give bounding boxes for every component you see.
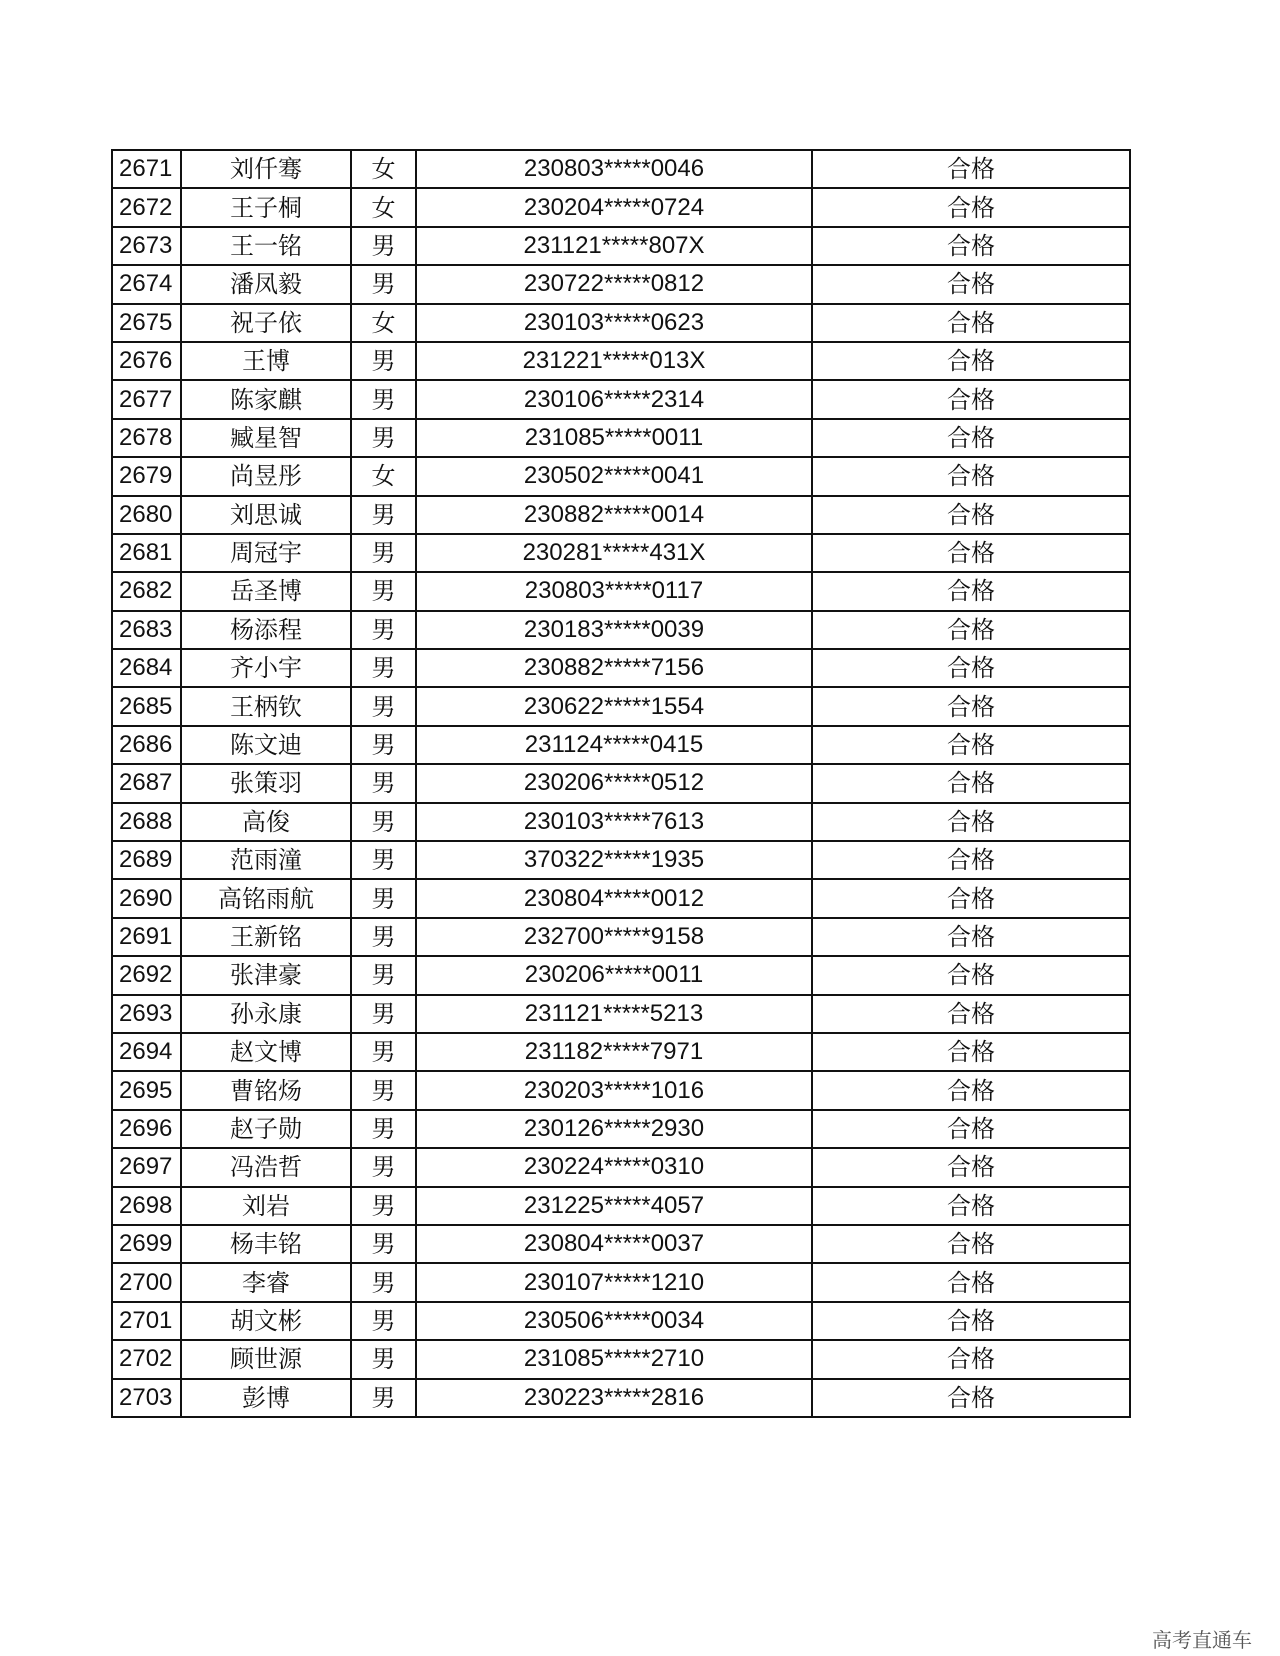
seq-cell: 2689 — [112, 841, 181, 879]
result-cell: 合格 — [812, 956, 1130, 994]
gender-cell: 男 — [351, 1071, 416, 1109]
name-cell: 周冠宇 — [181, 534, 351, 572]
name-cell: 齐小宇 — [181, 649, 351, 687]
gender-cell: 男 — [351, 1379, 416, 1417]
id-number-cell: 230206*****0512 — [416, 764, 812, 802]
id-number-cell: 230502*****0041 — [416, 457, 812, 495]
seq-cell: 2697 — [112, 1148, 181, 1186]
name-cell: 祝子依 — [181, 304, 351, 342]
name-cell: 刘岩 — [181, 1187, 351, 1225]
id-number-cell: 230804*****0012 — [416, 879, 812, 917]
name-cell: 张策羽 — [181, 764, 351, 802]
seq-cell: 2698 — [112, 1187, 181, 1225]
result-cell: 合格 — [812, 1379, 1130, 1417]
result-cell: 合格 — [812, 265, 1130, 303]
table-row — [112, 956, 1130, 994]
name-cell: 高俊 — [181, 803, 351, 841]
gender-cell: 男 — [351, 534, 416, 572]
table-row — [112, 726, 1130, 764]
gender-cell: 女 — [351, 150, 416, 188]
result-cell: 合格 — [812, 1302, 1130, 1340]
gender-cell: 男 — [351, 342, 416, 380]
seq-cell: 2672 — [112, 188, 181, 226]
result-cell: 合格 — [812, 1263, 1130, 1301]
gender-cell: 男 — [351, 879, 416, 917]
table-row — [112, 918, 1130, 956]
result-cell: 合格 — [812, 1033, 1130, 1071]
table-row — [112, 1225, 1130, 1263]
seq-cell: 2677 — [112, 380, 181, 418]
id-number-cell: 231085*****0011 — [416, 419, 812, 457]
id-number-cell: 230281*****431X — [416, 534, 812, 572]
name-cell: 李睿 — [181, 1263, 351, 1301]
table-row — [112, 687, 1130, 725]
results-table-body — [112, 150, 1130, 1417]
result-cell: 合格 — [812, 1340, 1130, 1378]
table-row — [112, 1110, 1130, 1148]
result-cell: 合格 — [812, 726, 1130, 764]
name-cell: 尚昱彤 — [181, 457, 351, 495]
id-number-cell: 230803*****0046 — [416, 150, 812, 188]
gender-cell: 男 — [351, 726, 416, 764]
table-row — [112, 1379, 1130, 1417]
id-number-cell: 230203*****1016 — [416, 1071, 812, 1109]
name-cell: 赵文博 — [181, 1033, 351, 1071]
name-cell: 高铭雨航 — [181, 879, 351, 917]
gender-cell: 男 — [351, 649, 416, 687]
id-number-cell: 230126*****2930 — [416, 1110, 812, 1148]
id-number-cell: 230224*****0310 — [416, 1148, 812, 1186]
id-number-cell: 230107*****1210 — [416, 1263, 812, 1301]
seq-cell: 2700 — [112, 1263, 181, 1301]
id-number-cell: 231182*****7971 — [416, 1033, 812, 1071]
table-row — [112, 841, 1130, 879]
seq-cell: 2684 — [112, 649, 181, 687]
name-cell: 王一铭 — [181, 227, 351, 265]
name-cell: 王柄钦 — [181, 687, 351, 725]
seq-cell: 2675 — [112, 304, 181, 342]
table-row — [112, 380, 1130, 418]
result-cell: 合格 — [812, 419, 1130, 457]
seq-cell: 2691 — [112, 918, 181, 956]
result-cell: 合格 — [812, 918, 1130, 956]
id-number-cell: 230103*****0623 — [416, 304, 812, 342]
id-number-cell: 370322*****1935 — [416, 841, 812, 879]
id-number-cell: 231085*****2710 — [416, 1340, 812, 1378]
result-cell: 合格 — [812, 227, 1130, 265]
seq-cell: 2692 — [112, 956, 181, 994]
result-cell: 合格 — [812, 803, 1130, 841]
gender-cell: 男 — [351, 803, 416, 841]
gender-cell: 男 — [351, 1148, 416, 1186]
gender-cell: 男 — [351, 572, 416, 610]
gender-cell: 男 — [351, 265, 416, 303]
table-row — [112, 188, 1130, 226]
table-row — [112, 1302, 1130, 1340]
table-row — [112, 803, 1130, 841]
result-cell: 合格 — [812, 1110, 1130, 1148]
table-row — [112, 227, 1130, 265]
result-cell: 合格 — [812, 342, 1130, 380]
name-cell: 刘仟骞 — [181, 150, 351, 188]
name-cell: 刘思诚 — [181, 496, 351, 534]
name-cell: 曹铭炀 — [181, 1071, 351, 1109]
gender-cell: 男 — [351, 687, 416, 725]
gender-cell: 男 — [351, 1033, 416, 1071]
gender-cell: 男 — [351, 380, 416, 418]
gender-cell: 男 — [351, 764, 416, 802]
name-cell: 杨丰铭 — [181, 1225, 351, 1263]
id-number-cell: 231221*****013X — [416, 342, 812, 380]
name-cell: 臧星智 — [181, 419, 351, 457]
result-cell: 合格 — [812, 1148, 1130, 1186]
seq-cell: 2680 — [112, 496, 181, 534]
id-number-cell: 231121*****807X — [416, 227, 812, 265]
result-cell: 合格 — [812, 649, 1130, 687]
gender-cell: 男 — [351, 1187, 416, 1225]
gender-cell: 男 — [351, 1302, 416, 1340]
seq-cell: 2687 — [112, 764, 181, 802]
seq-cell: 2679 — [112, 457, 181, 495]
gender-cell: 男 — [351, 918, 416, 956]
seq-cell: 2673 — [112, 227, 181, 265]
table-row — [112, 1148, 1130, 1186]
result-cell: 合格 — [812, 188, 1130, 226]
seq-cell: 2678 — [112, 419, 181, 457]
seq-cell: 2683 — [112, 611, 181, 649]
seq-cell: 2703 — [112, 1379, 181, 1417]
seq-cell: 2696 — [112, 1110, 181, 1148]
result-cell: 合格 — [812, 496, 1130, 534]
id-number-cell: 230722*****0812 — [416, 265, 812, 303]
table-row — [112, 265, 1130, 303]
table-row — [112, 1263, 1130, 1301]
id-number-cell: 230882*****7156 — [416, 649, 812, 687]
table-row — [112, 572, 1130, 610]
seq-cell: 2695 — [112, 1071, 181, 1109]
id-number-cell: 230106*****2314 — [416, 380, 812, 418]
gender-cell: 男 — [351, 1110, 416, 1148]
table-row — [112, 995, 1130, 1033]
gender-cell: 男 — [351, 496, 416, 534]
result-cell: 合格 — [812, 1187, 1130, 1225]
table-row — [112, 1187, 1130, 1225]
table-row — [112, 419, 1130, 457]
table-row — [112, 611, 1130, 649]
table-row — [112, 150, 1130, 188]
gender-cell: 男 — [351, 227, 416, 265]
result-cell: 合格 — [812, 1071, 1130, 1109]
result-cell: 合格 — [812, 572, 1130, 610]
name-cell: 潘凤毅 — [181, 265, 351, 303]
table-row — [112, 342, 1130, 380]
id-number-cell: 230206*****0011 — [416, 956, 812, 994]
result-cell: 合格 — [812, 534, 1130, 572]
gender-cell: 女 — [351, 457, 416, 495]
seq-cell: 2681 — [112, 534, 181, 572]
result-cell: 合格 — [812, 687, 1130, 725]
result-cell: 合格 — [812, 879, 1130, 917]
result-cell: 合格 — [812, 611, 1130, 649]
name-cell: 张津豪 — [181, 956, 351, 994]
seq-cell: 2702 — [112, 1340, 181, 1378]
result-cell: 合格 — [812, 1225, 1130, 1263]
table-row — [112, 764, 1130, 802]
result-cell: 合格 — [812, 995, 1130, 1033]
seq-cell: 2676 — [112, 342, 181, 380]
gender-cell: 男 — [351, 956, 416, 994]
result-cell: 合格 — [812, 764, 1130, 802]
result-cell: 合格 — [812, 457, 1130, 495]
name-cell: 陈文迪 — [181, 726, 351, 764]
id-number-cell: 230506*****0034 — [416, 1302, 812, 1340]
id-number-cell: 230803*****0117 — [416, 572, 812, 610]
gender-cell: 男 — [351, 841, 416, 879]
table-row — [112, 649, 1130, 687]
table-row — [112, 1033, 1130, 1071]
name-cell: 杨添程 — [181, 611, 351, 649]
table-row — [112, 1071, 1130, 1109]
id-number-cell: 230183*****0039 — [416, 611, 812, 649]
gender-cell: 男 — [351, 1225, 416, 1263]
table-row — [112, 304, 1130, 342]
result-cell: 合格 — [812, 304, 1130, 342]
id-number-cell: 230223*****2816 — [416, 1379, 812, 1417]
name-cell: 孙永康 — [181, 995, 351, 1033]
seq-cell: 2671 — [112, 150, 181, 188]
id-number-cell: 230103*****7613 — [416, 803, 812, 841]
seq-cell: 2682 — [112, 572, 181, 610]
name-cell: 范雨潼 — [181, 841, 351, 879]
result-cell: 合格 — [812, 380, 1130, 418]
name-cell: 赵子勋 — [181, 1110, 351, 1148]
table-row — [112, 534, 1130, 572]
results-table — [111, 149, 1131, 1418]
gender-cell: 女 — [351, 188, 416, 226]
seq-cell: 2699 — [112, 1225, 181, 1263]
name-cell: 陈家麒 — [181, 380, 351, 418]
seq-cell: 2701 — [112, 1302, 181, 1340]
id-number-cell: 230804*****0037 — [416, 1225, 812, 1263]
id-number-cell: 231225*****4057 — [416, 1187, 812, 1225]
name-cell: 王博 — [181, 342, 351, 380]
name-cell: 彭博 — [181, 1379, 351, 1417]
name-cell: 顾世源 — [181, 1340, 351, 1378]
name-cell: 胡文彬 — [181, 1302, 351, 1340]
table-row — [112, 496, 1130, 534]
id-number-cell: 231124*****0415 — [416, 726, 812, 764]
gender-cell: 男 — [351, 419, 416, 457]
seq-cell: 2690 — [112, 879, 181, 917]
id-number-cell: 230882*****0014 — [416, 496, 812, 534]
result-cell: 合格 — [812, 841, 1130, 879]
name-cell: 王新铭 — [181, 918, 351, 956]
gender-cell: 男 — [351, 1263, 416, 1301]
gender-cell: 女 — [351, 304, 416, 342]
result-cell: 合格 — [812, 150, 1130, 188]
name-cell: 王子桐 — [181, 188, 351, 226]
seq-cell: 2688 — [112, 803, 181, 841]
seq-cell: 2686 — [112, 726, 181, 764]
table-row — [112, 457, 1130, 495]
table-row — [112, 879, 1130, 917]
id-number-cell: 230622*****1554 — [416, 687, 812, 725]
gender-cell: 男 — [351, 995, 416, 1033]
id-number-cell: 230204*****0724 — [416, 188, 812, 226]
seq-cell: 2674 — [112, 265, 181, 303]
table-row — [112, 1340, 1130, 1378]
id-number-cell: 232700*****9158 — [416, 918, 812, 956]
watermark-label: 高考直通车 — [1152, 1628, 1252, 1652]
id-number-cell: 231121*****5213 — [416, 995, 812, 1033]
seq-cell: 2693 — [112, 995, 181, 1033]
gender-cell: 男 — [351, 611, 416, 649]
name-cell: 岳圣博 — [181, 572, 351, 610]
name-cell: 冯浩哲 — [181, 1148, 351, 1186]
gender-cell: 男 — [351, 1340, 416, 1378]
seq-cell: 2685 — [112, 687, 181, 725]
seq-cell: 2694 — [112, 1033, 181, 1071]
